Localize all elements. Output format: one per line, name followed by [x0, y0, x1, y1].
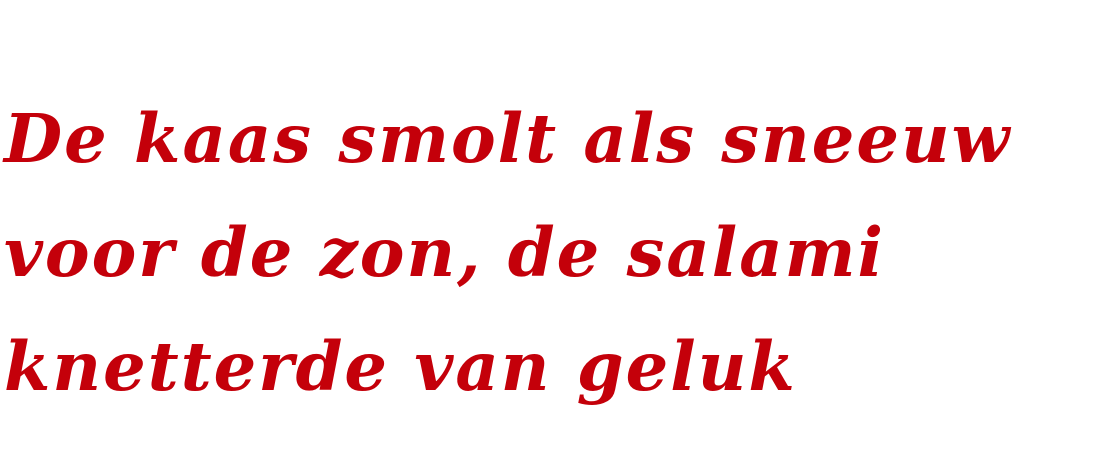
- quote-line-3: knetterde van geluk: [4, 327, 797, 406]
- quote-line-2: voor de zon, de salami: [4, 213, 885, 292]
- quote-text: [4, 82, 1104, 424]
- quote-line-1: De kaas smolt als sneeuw: [4, 99, 1012, 178]
